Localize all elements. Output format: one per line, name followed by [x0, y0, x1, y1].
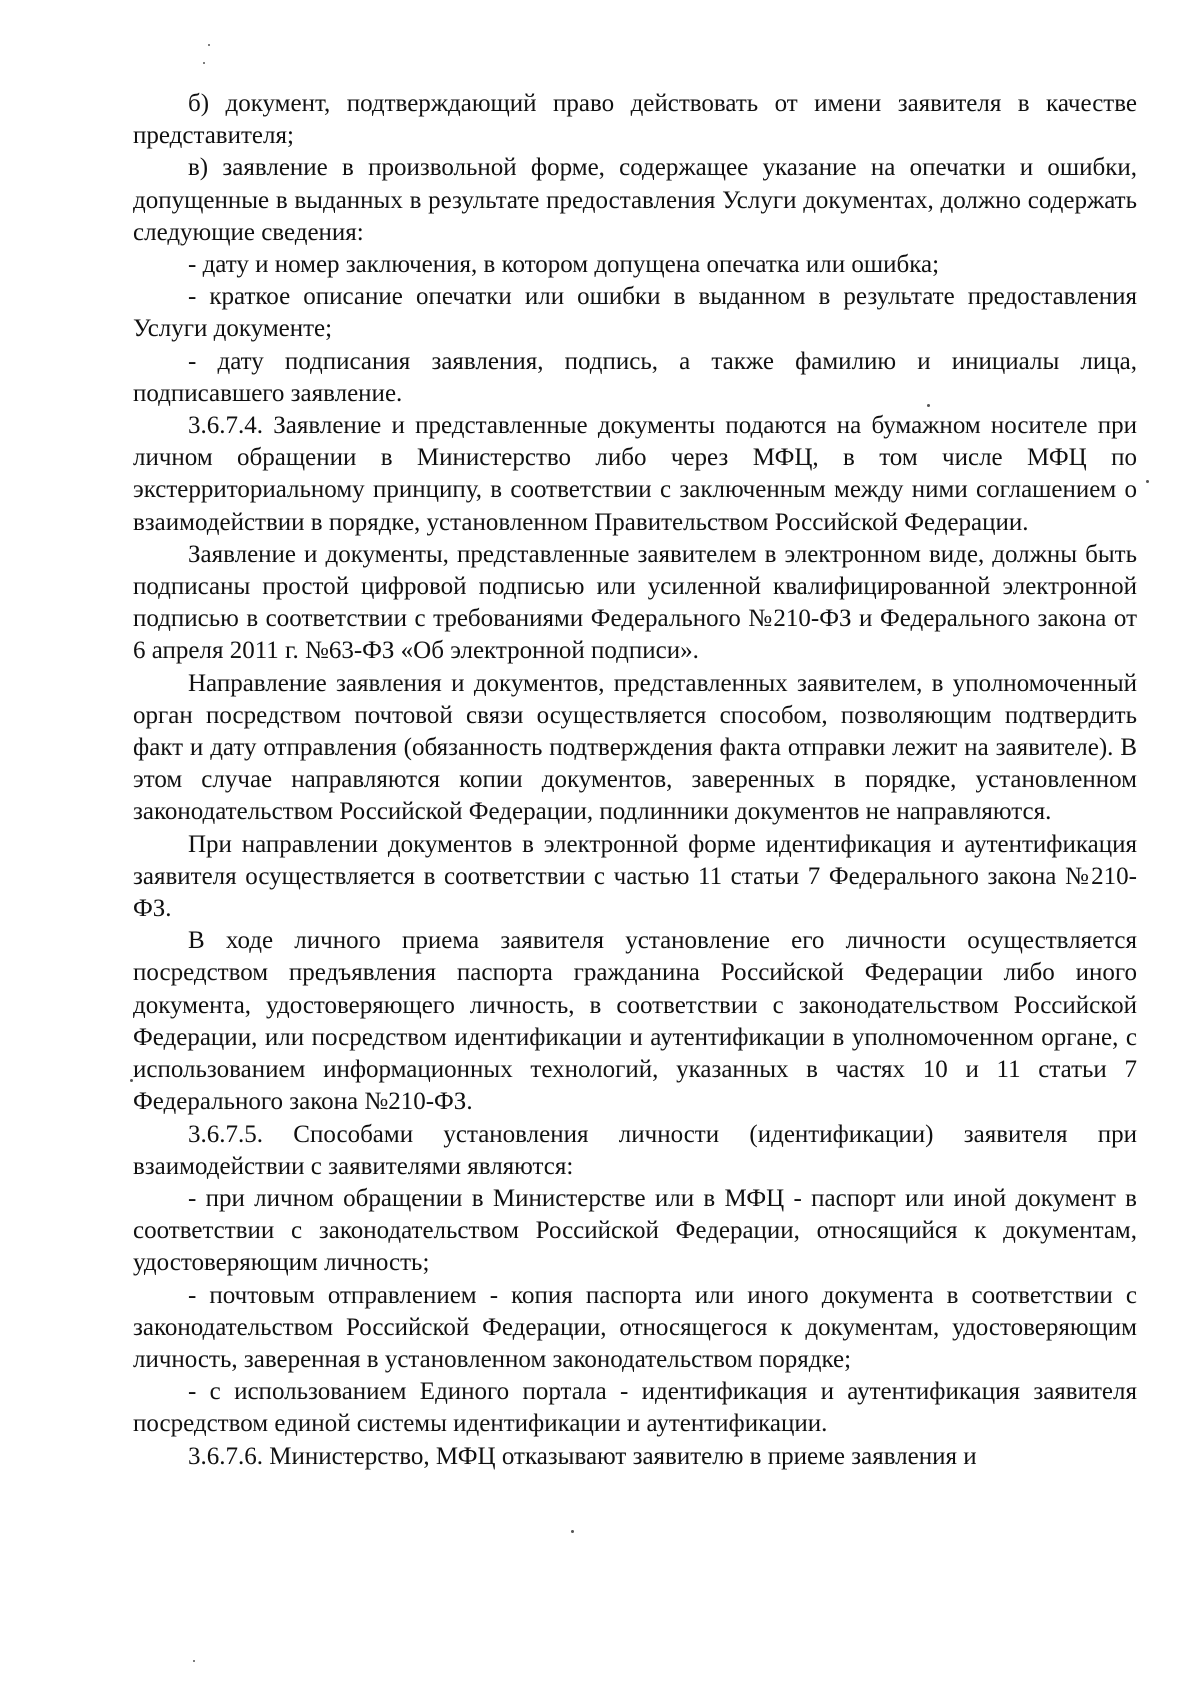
- document-body: [133, 88, 1137, 1473]
- paragraph: Направление заявления и документов, представленных заявителем, в уполномоченный орган посредством почтовой связи осуществляется способом, позволяющим подтвердить факт и дату отправления (обязанность подтверждения факта отправки лежит на заявителе). В этом случае направляются копии документов, заверенных в порядке, установленном законодательством Российской Федерации, подлинники документов не направляются.: [133, 669, 1137, 826]
- scan-speck: [193, 1660, 195, 1662]
- paragraph: В ходе личного приема заявителя установление его личности осуществляется посредством предъявления паспорта гражданина Российской Федерации либо иного документа, удостоверяющего личность, в соответствии с законодательством Российской Федерации, или посредством идентификации и аутентификации в уполномоченном органе, с использованием информационных технологий, указанных в частях 10 и 11 статьи 7 Федерального закона №210-ФЗ.: [133, 927, 1137, 1116]
- paragraph: - при личном обращении в Министерстве или в МФЦ - паспорт или иной документ в соответствии с законодательством Российской Федерации, относящийся к документам, удостоверяющим личность;: [133, 1184, 1137, 1277]
- paragraph: Заявление и документы, представленные заявителем в электронном виде, должны быть подписаны простой цифровой подписью или усиленной квалифицированной электронной подписью в соответствии с требованиями Федерального №210-ФЗ и Федерального закона от 6 апреля 2011 г. №63-ФЗ «Об электронной подписи».: [133, 540, 1137, 665]
- paragraph: в) заявление в произвольной форме, содержащее указание на опечатки и ошибки, допущенные в выданных в результате предоставления Услуги документах, должно содержать следующие сведения:: [133, 154, 1137, 246]
- scan-speck: [571, 1530, 574, 1533]
- scan-speck: [1146, 480, 1149, 483]
- paragraph: - дату и номер заключения, в котором допущена опечатка или ошибка;: [188, 251, 940, 279]
- paragraph: - дату подписания заявления, подпись, а также фамилию и инициалы лица, подписавшего заявление.: [133, 347, 1137, 407]
- paragraph: 3.6.7.5. Способами установления личности (идентификации) заявителя при взаимодействии с заявителями являются:: [133, 1120, 1137, 1180]
- scan-speck: [208, 44, 210, 46]
- paragraph: - почтовым отправлением - копия паспорта или иного документа в соответствии с законодательством Российской Федерации, относящегося к документам, удостоверяющим личность, заверенная в установленном законодательством порядке;: [133, 1281, 1137, 1373]
- paragraph: - с использованием Единого портала - идентификация и аутентификация заявителя посредством единой системы идентификации и аутентификации.: [133, 1378, 1137, 1438]
- scan-speck: [203, 62, 205, 64]
- paragraph: - краткое описание опечатки или ошибки в выданном в результате предоставления Услуги документе;: [133, 283, 1137, 343]
- paragraph: 3.6.7.6. Министерство, МФЦ отказывают заявителю в приеме заявления и: [188, 1442, 977, 1470]
- paragraph: При направлении документов в электронной форме идентификация и аутентификация заявителя осуществляется в соответствии с частью 11 статьи 7 Федерального закона №210-ФЗ.: [133, 830, 1137, 923]
- paragraph: б) документ, подтверждающий право действовать от имени заявителя в качестве представителя;: [133, 90, 1137, 150]
- paragraph: 3.6.7.4. Заявление и представленные документы подаются на бумажном носителе при личном обращении в Министерство либо через МФЦ, в том числе МФЦ по экстерриториальному принципу, в соответствии с заключенным между ними соглашением о взаимодействии в порядке, установленном Правительством Российской Федерации.: [133, 412, 1137, 536]
